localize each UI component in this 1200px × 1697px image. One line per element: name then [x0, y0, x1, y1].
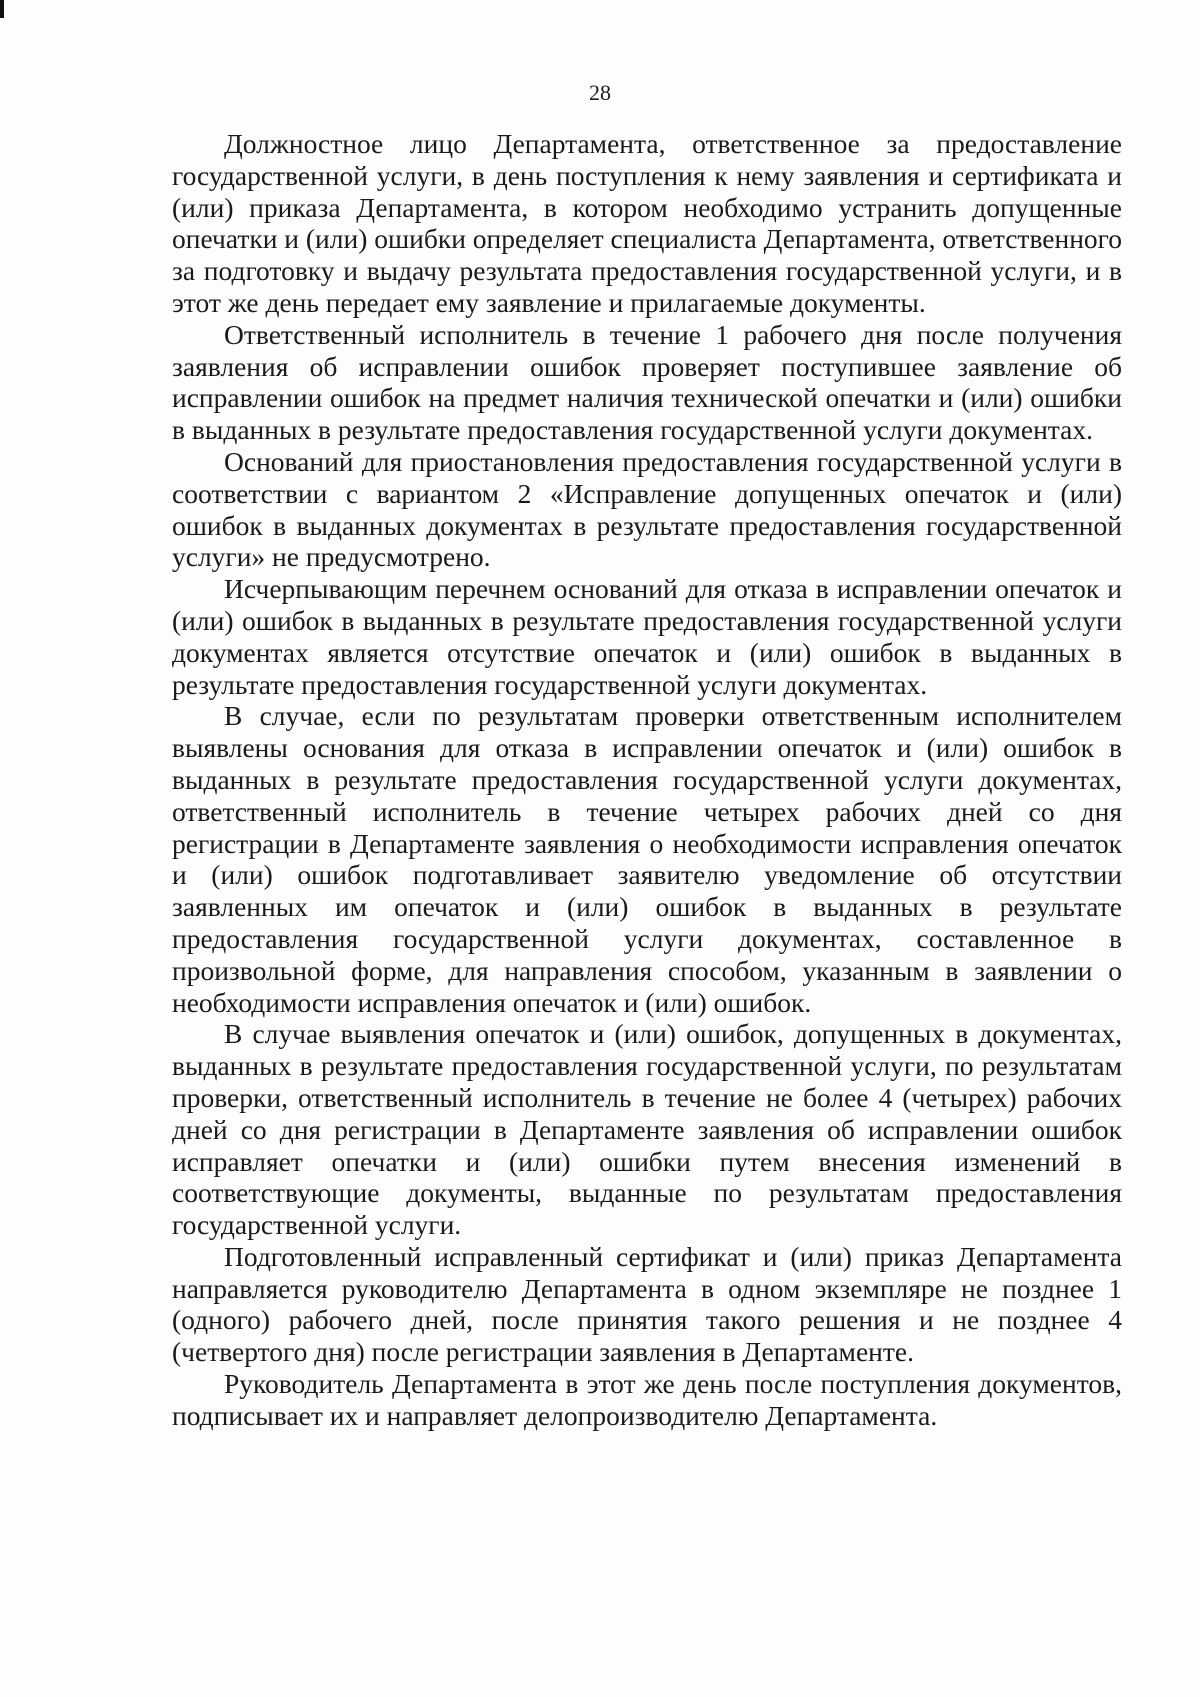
paragraph-refusal-notice: В случае, если по результатам проверки ответственным исполнителем выявлены основания для отказа в исправлении опечаток и (или) ошибок в выданных в результате предоставления государственной услуги документах, ответственный исполнитель в течение четырех рабочих дней со дня регистрации в Департаменте заявления о необходимости исправления опечаток и (или) ошибок подготавливает заявителю уведомление об отсутствии заявленных им опечаток и (или) ошибок в выданных в результате предоставления государственной услуги документах, составленное в произвольной форме, для направления способом, указанным в заявлении о необходимости исправления опечаток и (или) ошибок. — [172, 700, 1122, 1018]
scan-corner-mark — [0, 0, 4, 18]
paragraph-corrected-certificate: Подготовленный исправленный сертификат и (или) приказ Департамента направляется руководителю Департамента в одном экземпляре не позднее 1 (одного) рабочего дней, после принятия такого решения и не позднее 4 (четвертого дня) после регистрации заявления в Департаменте. — [172, 1240, 1122, 1368]
document-body — [172, 128, 1122, 1432]
paragraph-refusal-grounds: Исчерпывающим перечнем оснований для отказа в исправлении опечаток и (или) ошибок в выданных в результате предоставления государственной услуги документах является отсутствие опечаток и (или) ошибок в выданных в результате предоставления государственной услуги документах. — [172, 573, 1122, 700]
paragraph-head-signs: Руководитель Департамента в этот же день после поступления документов, подписывает их и направляет делопроизводителю Департамента. — [172, 1368, 1122, 1431]
paragraph-error-check: Ответственный исполнитель в течение 1 рабочего дня после получения заявления об исправлении ошибок проверяет поступившее заявление об исправлении ошибок на предмет наличия технической опечатки и (или) ошибки в выданных в результате предоставления государственной услуги документах. — [172, 318, 1122, 446]
paragraph-responsible-official: Должностное лицо Департамента, ответственное за предоставление государственной услуги, в день поступления к нему заявления и сертификата и (или) приказа Департамента, в котором необходимо устранить допущенные опечатки и (или) ошибки определяет специалиста Департамента, ответственного за подготовку и выдачу результата предоставления государственной услуги, и в этот же день передает ему заявление и прилагаемые документы. — [172, 128, 1122, 318]
paragraph-error-correction: В случае выявления опечаток и (или) ошибок, допущенных в документах, выданных в результате предоставления государственной услуги, по результатам проверки, ответственный исполнитель в течение не более 4 (четырех) рабочих дней со дня регистрации в Департаменте заявления об исправлении ошибок исправляет опечатки и (или) ошибки путем внесения изменений в соответствующие документы, выданные по результатам предоставления государственной услуги. — [172, 1018, 1122, 1241]
page-number: 28 — [589, 80, 611, 105]
paragraph-no-suspension-grounds: Оснований для приостановления предоставления государственной услуги в соответствии с вариантом 2 «Исправление допущенных опечаток и (или) ошибок в выданных документах в результате предоставления государственной услуги» не предусмотрено. — [172, 445, 1122, 573]
